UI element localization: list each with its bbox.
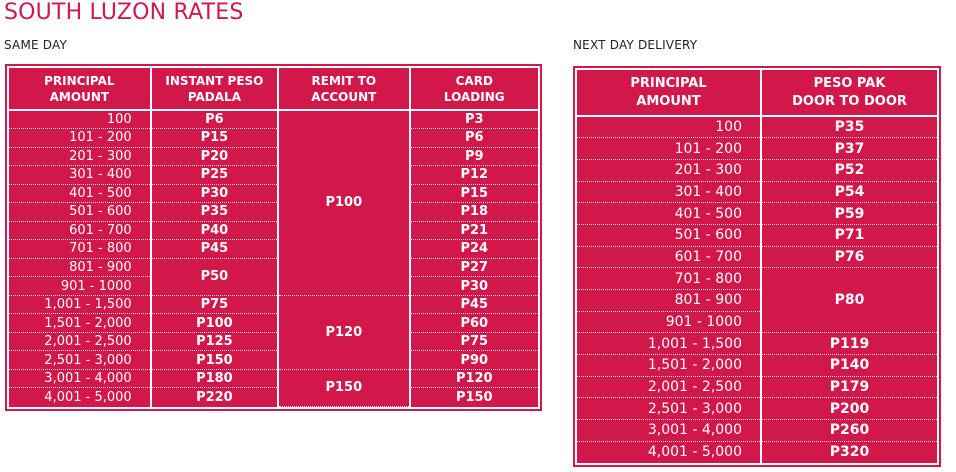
table-row <box>577 441 937 463</box>
principal-amount-cell: 301 - 400 <box>577 181 761 203</box>
card-fee-cell: P60 <box>410 314 538 333</box>
principal-amount-cell: 701 - 800 <box>577 268 761 290</box>
same-day-rate-table <box>5 64 542 411</box>
principal-amount-cell: 1,001 - 1,500 <box>577 333 761 355</box>
instant-fee-cell: P75 <box>151 295 278 314</box>
table-row <box>577 203 937 225</box>
principal-amount-cell: 201 - 300 <box>577 159 761 181</box>
instant-fee-cell: P220 <box>151 388 278 407</box>
peso-pak-fee-cell: P320 <box>761 441 937 463</box>
instant-fee-cell: P25 <box>151 166 278 185</box>
instant-fee-cell: P125 <box>151 332 278 351</box>
table-row <box>9 166 538 185</box>
table-row <box>9 147 538 166</box>
principal-amount-cell: 101 - 200 <box>577 138 761 160</box>
header-card-loading: CARD LOADING <box>410 68 538 110</box>
instant-fee-cell: P20 <box>151 147 278 166</box>
principal-amount-cell: 401 - 500 <box>577 203 761 225</box>
table-row <box>9 203 538 222</box>
table-row <box>9 258 538 277</box>
principal-amount-cell: 201 - 300 <box>9 147 151 166</box>
table-row <box>577 138 937 160</box>
instant-fee-cell: P45 <box>151 240 278 259</box>
card-fee-cell: P27 <box>410 258 538 277</box>
instant-fee-cell: P15 <box>151 129 278 148</box>
table-row <box>577 246 937 268</box>
remit-fee-cell: P120 <box>278 295 409 369</box>
table-row <box>577 420 937 442</box>
remit-fee-cell: P150 <box>278 369 409 406</box>
table-row <box>577 159 937 181</box>
table-row <box>577 181 937 203</box>
principal-amount-cell: 301 - 400 <box>9 166 151 185</box>
table-row <box>577 333 937 355</box>
instant-fee-cell: P180 <box>151 369 278 388</box>
principal-amount-cell: 901 - 1000 <box>9 277 151 296</box>
table-row <box>9 332 538 351</box>
table-row <box>577 268 937 290</box>
principal-amount-cell: 3,001 - 4,000 <box>9 369 151 388</box>
principal-amount-cell: 601 - 700 <box>9 221 151 240</box>
instant-fee-cell: P50 <box>151 258 278 295</box>
card-fee-cell: P12 <box>410 166 538 185</box>
peso-pak-fee-cell: P200 <box>761 398 937 420</box>
card-fee-cell: P75 <box>410 332 538 351</box>
principal-amount-cell: 1,001 - 1,500 <box>9 295 151 314</box>
remit-fee-cell: P100 <box>278 110 409 295</box>
header-principal-amount: PRINCIPAL AMOUNT <box>577 70 761 116</box>
header-principal-amount: PRINCIPAL AMOUNT <box>9 68 151 110</box>
page-title: SOUTH LUZON RATES <box>4 0 244 25</box>
table-row <box>9 351 538 370</box>
principal-amount-cell: 2,001 - 2,500 <box>9 332 151 351</box>
principal-amount-cell: 2,501 - 3,000 <box>9 351 151 370</box>
peso-pak-fee-cell: P140 <box>761 355 937 377</box>
card-fee-cell: P24 <box>410 240 538 259</box>
principal-amount-cell: 801 - 900 <box>9 258 151 277</box>
peso-pak-fee-cell: P179 <box>761 376 937 398</box>
card-fee-cell: P45 <box>410 295 538 314</box>
principal-amount-cell: 4,001 - 5,000 <box>44 389 132 405</box>
card-fee-cell: P150 <box>410 388 538 407</box>
principal-amount-cell: 901 - 1000 <box>577 311 761 333</box>
table-row <box>9 369 538 388</box>
principal-amount-cell: 3,001 - 4,000 <box>577 420 761 442</box>
principal-amount-cell: 801 - 900 <box>577 290 761 312</box>
instant-fee-cell: P35 <box>151 203 278 222</box>
peso-pak-fee-cell: P59 <box>761 203 937 225</box>
table-row <box>577 355 937 377</box>
peso-pak-fee-cell: P71 <box>761 224 937 246</box>
principal-amount-cell: 601 - 700 <box>577 246 761 268</box>
principal-amount-cell: 501 - 600 <box>577 224 761 246</box>
table-row <box>9 314 538 333</box>
card-fee-cell: P30 <box>410 277 538 296</box>
instant-fee-cell: P150 <box>151 351 278 370</box>
principal-amount-cell: 701 - 800 <box>9 240 151 259</box>
instant-fee-cell: P6 <box>151 110 278 129</box>
card-fee-cell: P21 <box>410 221 538 240</box>
table-row <box>9 184 538 203</box>
principal-amount-cell: 2,001 - 2,500 <box>577 376 761 398</box>
table-row <box>9 129 538 148</box>
table-row <box>9 110 538 129</box>
peso-pak-fee-cell: P37 <box>761 138 937 160</box>
instant-fee-cell: P30 <box>151 184 278 203</box>
table-row <box>577 116 937 138</box>
table-row <box>9 388 538 407</box>
card-fee-cell: P3 <box>410 110 538 129</box>
principal-amount-cell: 1,501 - 2,000 <box>9 314 151 333</box>
card-fee-cell: P15 <box>410 184 538 203</box>
header-instant-peso-padala: INSTANT PESO PADALA <box>151 68 278 110</box>
table-row <box>577 224 937 246</box>
peso-pak-fee-cell: P35 <box>761 116 937 138</box>
principal-amount-cell: 101 - 200 <box>9 129 151 148</box>
principal-amount-cell: 501 - 600 <box>9 203 151 222</box>
header-remit-to-account: REMIT TO ACCOUNT <box>278 68 409 110</box>
instant-fee-cell: P40 <box>151 221 278 240</box>
peso-pak-fee-cell: P52 <box>761 159 937 181</box>
principal-amount-cell: 1,501 - 2,000 <box>577 355 761 377</box>
peso-pak-fee-cell: P54 <box>761 181 937 203</box>
peso-pak-fee-cell: P80 <box>761 268 937 333</box>
card-fee-cell: P6 <box>410 129 538 148</box>
principal-amount-cell: 2,501 - 3,000 <box>577 398 761 420</box>
table-row <box>9 295 538 314</box>
table-row <box>577 398 937 420</box>
next-day-rate-table <box>573 66 941 467</box>
table-row <box>577 376 937 398</box>
peso-pak-fee-cell: P76 <box>761 246 937 268</box>
peso-pak-fee-cell: P260 <box>761 420 937 442</box>
card-fee-cell: P90 <box>410 351 538 370</box>
table-row <box>9 221 538 240</box>
principal-amount-cell: 4,001 - 5,000 <box>647 444 742 461</box>
instant-fee-cell: P100 <box>151 314 278 333</box>
header-peso-pak-door-to-door: PESO PAK DOOR TO DOOR <box>761 70 937 116</box>
principal-amount-cell: 100 <box>9 110 151 129</box>
card-fee-cell: P120 <box>410 369 538 388</box>
same-day-label: SAME DAY <box>4 38 68 52</box>
next-day-label: NEXT DAY DELIVERY <box>573 38 698 52</box>
peso-pak-fee-cell: P119 <box>761 333 937 355</box>
card-fee-cell: P18 <box>410 203 538 222</box>
principal-amount-cell: 401 - 500 <box>9 184 151 203</box>
table-row <box>9 240 538 259</box>
principal-amount-cell: 100 <box>577 116 761 138</box>
card-fee-cell: P9 <box>410 147 538 166</box>
